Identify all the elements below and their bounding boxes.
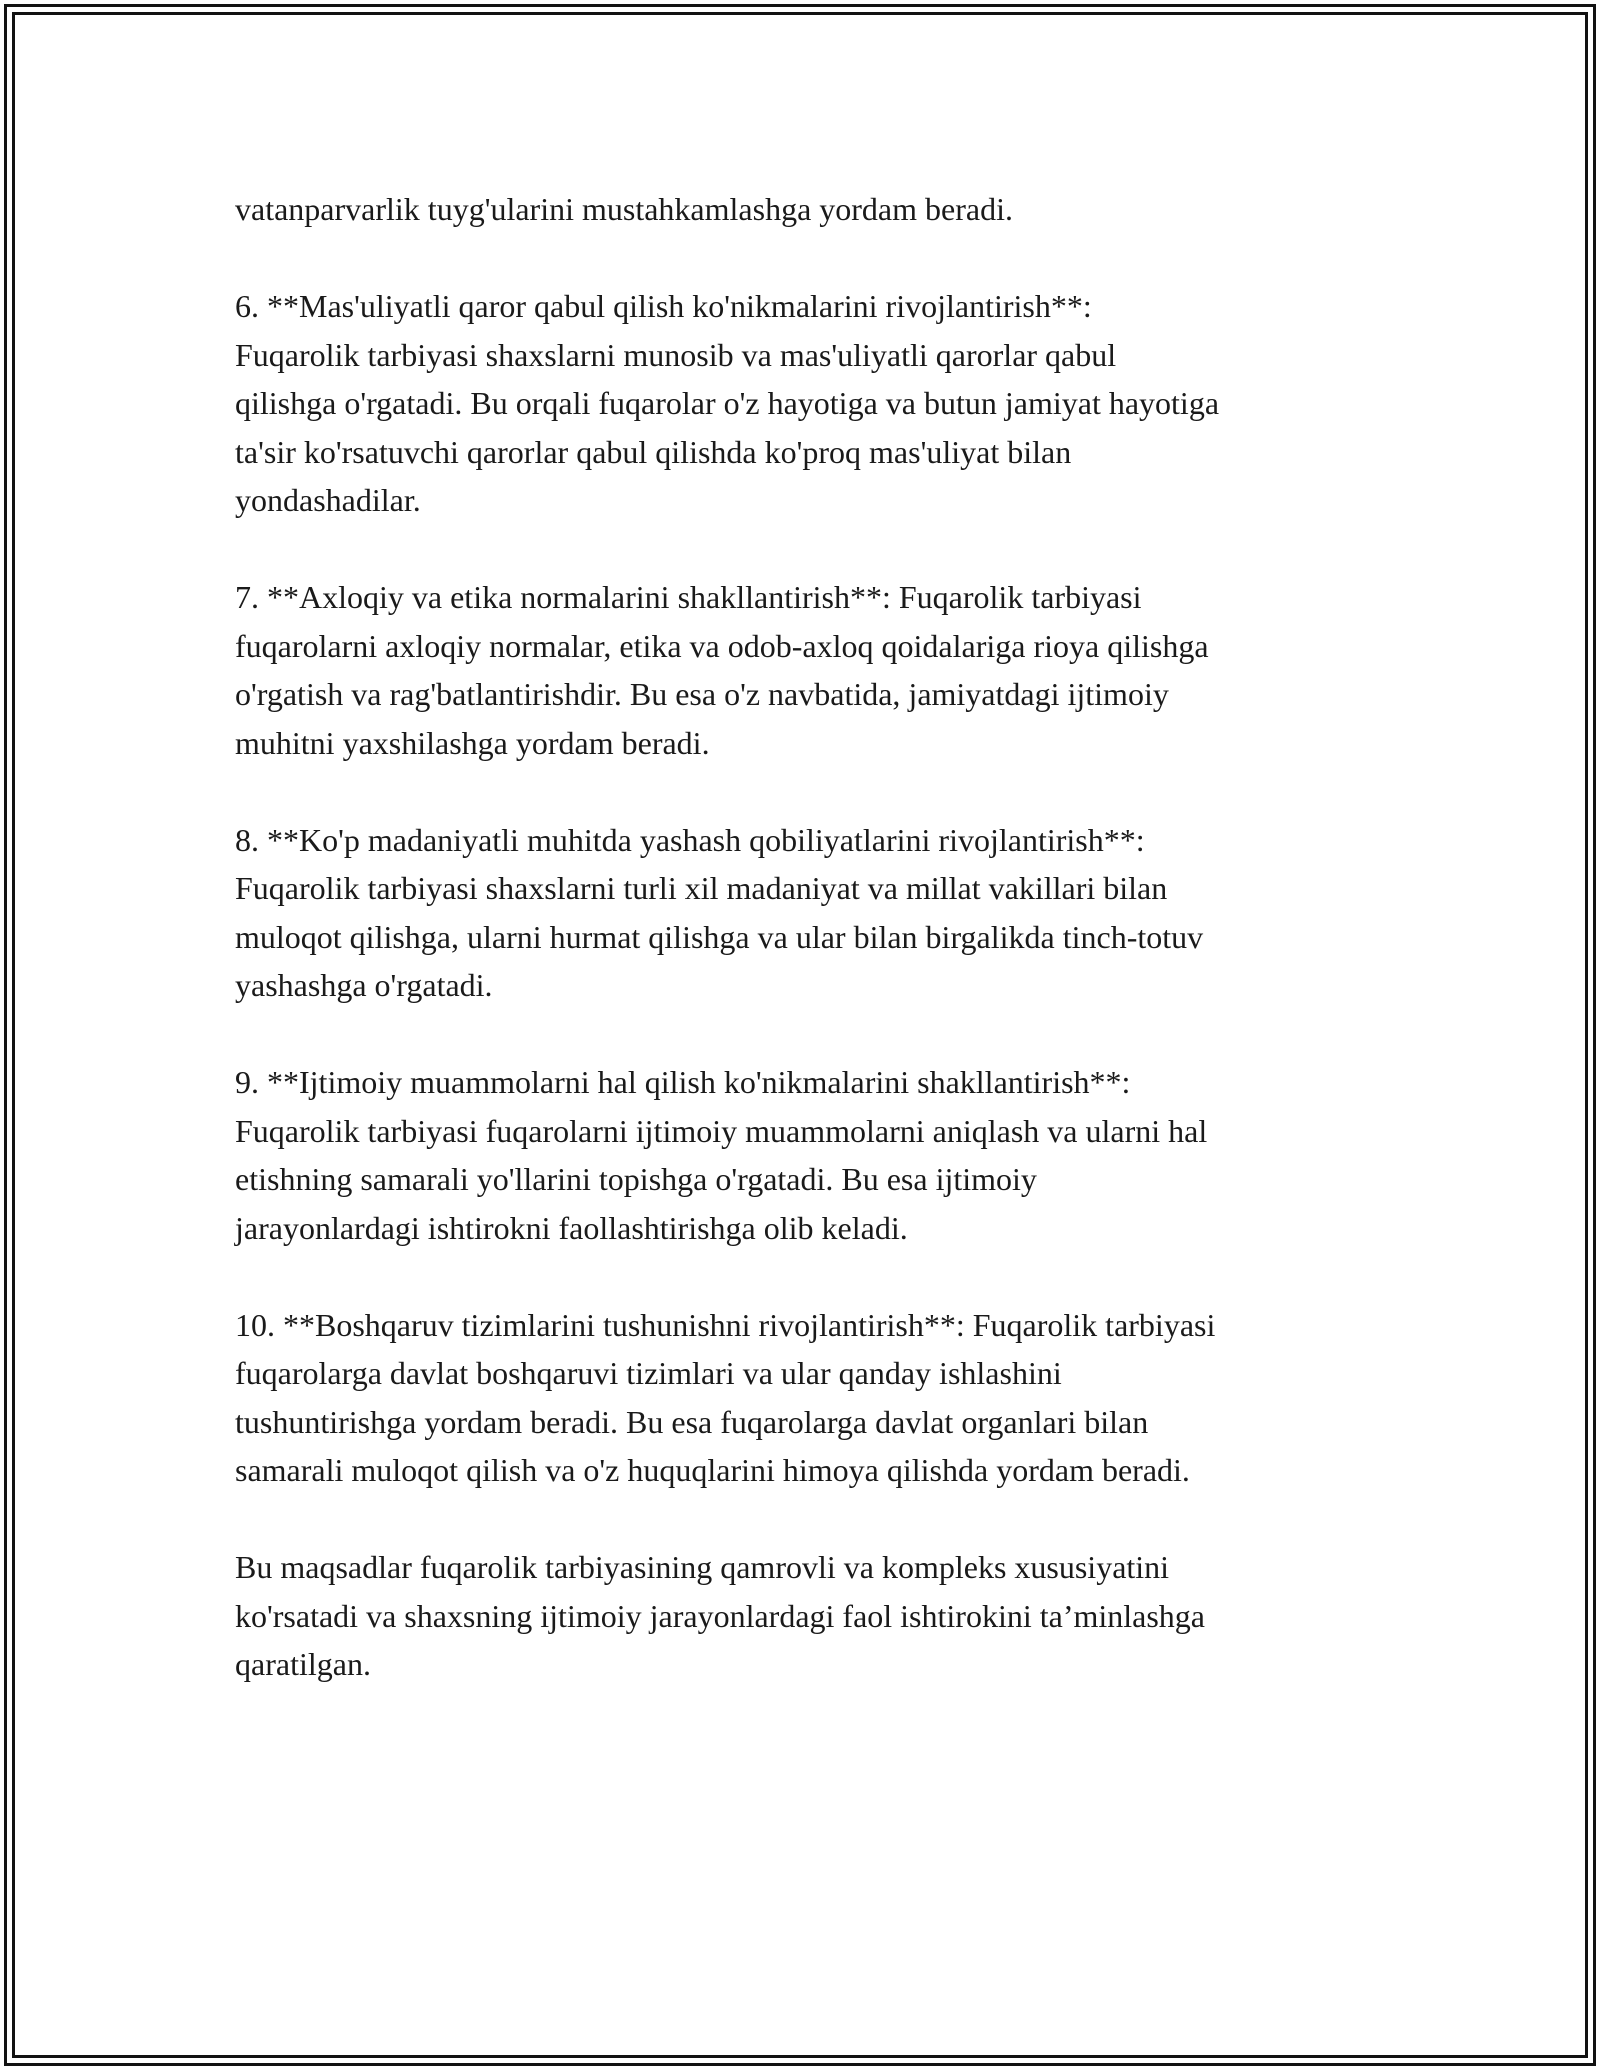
text-line: 10. **Boshqaruv tizimlarini tushunishni rivojlantirish**: Fuqarolik tarbiyasi bbox=[235, 1306, 1216, 1343]
paragraph-item-10 bbox=[235, 1301, 1385, 1495]
text-line: muloqot qilishga, ularni hurmat qilishga va ular bilan birgalikda tinch-totuv bbox=[235, 918, 1204, 955]
text-line: yondashadilar. bbox=[235, 482, 421, 518]
text-line: qilishga o'rgatadi. Bu orqali fuqarolar o'z hayotiga va butun jamiyat hayotiga bbox=[235, 385, 1220, 421]
document-body bbox=[235, 185, 1385, 1737]
text-line: fuqarolarni axloqiy normalar, etika va odob-axloq qoidalariga rioya qilishga bbox=[235, 627, 1209, 664]
paragraph-item-7 bbox=[235, 573, 1385, 767]
text-line: 9. **Ijtimoiy muammolarni hal qilish ko'nikmalarini shakllantirish**: bbox=[235, 1064, 1131, 1100]
text-line: jarayonlardagi ishtirokni faollashtirishga olib keladi. bbox=[235, 1209, 908, 1246]
text-line: Fuqarolik tarbiyasi shaxslarni munosib va mas'uliyatli qarorlar qabul bbox=[235, 336, 1117, 373]
text-line: tushuntirishga yordam beradi. Bu esa fuqarolarga davlat organlari bilan bbox=[235, 1403, 1149, 1440]
text-line: yashashga o'rgatadi. bbox=[235, 967, 493, 1003]
paragraph-item-6 bbox=[235, 282, 1385, 525]
text-line: o'rgatish va rag'batlantirishdir. Bu esa o'z navbatida, jamiyatdagi ijtimoiy bbox=[235, 676, 1169, 712]
text-line: vatanparvarlik tuyg'ularini mustahkamlashga yordam beradi. bbox=[235, 191, 1013, 227]
paragraph-item-9 bbox=[235, 1058, 1385, 1252]
text-line: qaratilgan. bbox=[235, 1646, 371, 1682]
text-line: Bu maqsadlar fuqarolik tarbiyasining qamrovli va kompleks xususiyatini bbox=[235, 1549, 1170, 1585]
text-line: Fuqarolik tarbiyasi fuqarolarni ijtimoiy muammolarni aniqlash va ularni hal bbox=[235, 1112, 1208, 1149]
text-line: muhitni yaxshilashga yordam beradi. bbox=[235, 724, 710, 761]
text-line: 7. **Axloqiy va etika normalarini shakllantirish**: Fuqarolik tarbiyasi bbox=[235, 579, 1142, 615]
text-line: 6. **Mas'uliyatli qaror qabul qilish ko'nikmalarini rivojlantirish**: bbox=[235, 288, 1092, 324]
paragraph-conclusion bbox=[235, 1543, 1385, 1689]
paragraph-continuation bbox=[235, 185, 1385, 234]
text-line: ta'sir ko'rsatuvchi qarorlar qabul qilishda ko'proq mas'uliyat bilan bbox=[235, 433, 1072, 470]
text-line: ko'rsatadi va shaxsning ijtimoiy jarayonlardagi faol ishtirokini ta’minlashga bbox=[235, 1597, 1205, 1634]
text-line: etishning samarali yo'llarini topishga o'rgatadi. Bu esa ijtimoiy bbox=[235, 1161, 1037, 1197]
paragraph-item-8 bbox=[235, 816, 1385, 1010]
text-line: fuqarolarga davlat boshqaruvi tizimlari va ular qanday ishlashini bbox=[235, 1355, 1062, 1391]
text-line: Fuqarolik tarbiyasi shaxslarni turli xil madaniyat va millat vakillari bilan bbox=[235, 870, 1168, 906]
text-line: samarali muloqot qilish va o'z huquqlarini himoya qilishda yordam beradi. bbox=[235, 1452, 1190, 1488]
text-line: 8. **Ko'p madaniyatli muhitda yashash qobiliyatlarini rivojlantirish**: bbox=[235, 821, 1145, 858]
